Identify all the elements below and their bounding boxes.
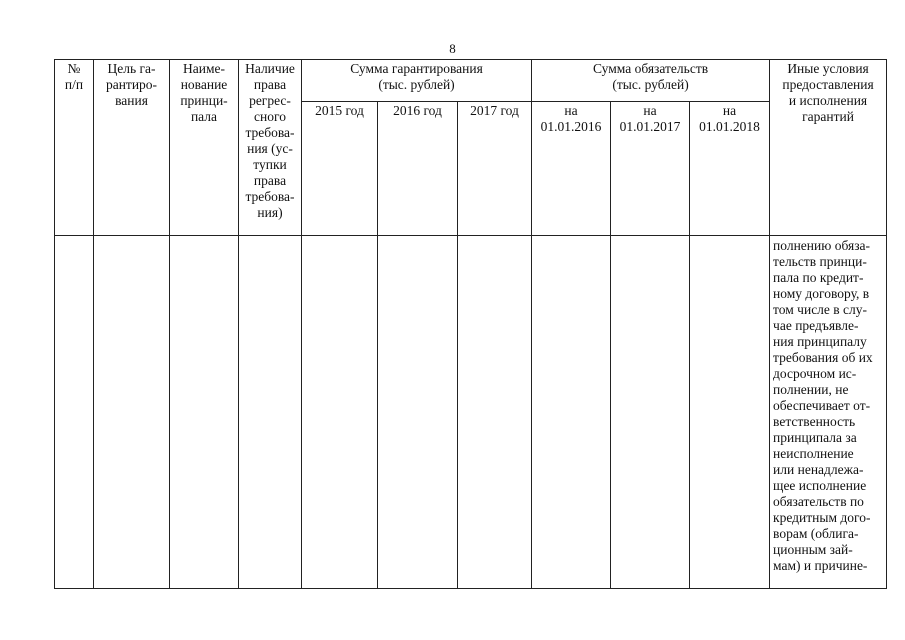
header-principal — [170, 60, 239, 236]
header-other-conditions — [770, 60, 887, 236]
page-number: 8 — [449, 41, 456, 56]
header-guarantee-sum — [302, 60, 532, 102]
header-date-2016 — [532, 102, 611, 236]
header-purpose — [94, 60, 170, 236]
header-purpose-text: Цель га- рантиро- вания — [105, 61, 158, 108]
other-conditions-text: полнению обяза- тельств принци- пала по кредит- ному договору, в том числе в слу- чае предъявле- ния принципалу требования об их досрочном ис- полнении, не обеспечивает от- ветственность принципала за неисполнение или ненадлежа- щее исполнение обязательств по кредитным дого- ворам (облига- ционным зай- мам) и причине- — [773, 238, 873, 573]
header-date-2018-text: на 01.01.2018 — [699, 103, 760, 134]
header-year-2016-text: 2016 год — [393, 103, 442, 118]
header-number — [55, 60, 94, 236]
cell-obl-2017 — [611, 236, 690, 589]
cell-number — [55, 236, 94, 589]
header-year-2015 — [302, 102, 378, 236]
cell-obl-2018 — [690, 236, 770, 589]
header-year-2016 — [378, 102, 458, 236]
table-row — [55, 236, 887, 589]
header-obligations-sum-text: Сумма обязательств (тыс. рублей) — [592, 61, 709, 92]
header-year-2015-text: 2015 год — [315, 103, 364, 118]
header-date-2017-text: на 01.01.2017 — [619, 103, 681, 134]
cell-2015 — [302, 236, 378, 589]
header-guarantee-sum-text: Сумма гарантирования (тыс. рублей) — [350, 61, 483, 92]
header-other-conditions-text: Иные условия предоставления и исполнения гарантий — [782, 61, 874, 124]
header-regress-text: Наличие права регрес- сного требова- ния (ус- тупки права требова- ния) — [245, 61, 295, 220]
header-regress — [239, 60, 302, 236]
cell-other-conditions — [770, 236, 887, 589]
cell-2017 — [458, 236, 532, 589]
cell-purpose — [94, 236, 170, 589]
header-obligations-sum — [532, 60, 770, 102]
cell-principal — [170, 236, 239, 589]
cell-obl-2016 — [532, 236, 611, 589]
header-principal-text: Наиме- нование принци- пала — [180, 61, 228, 124]
header-date-2017 — [611, 102, 690, 236]
header-year-2017-text: 2017 год — [470, 103, 519, 118]
guarantee-table — [54, 59, 887, 589]
header-date-2016-text: на 01.01.2016 — [540, 103, 602, 134]
header-number-text: № п/п — [64, 61, 84, 92]
header-date-2018 — [690, 102, 770, 236]
cell-2016 — [378, 236, 458, 589]
cell-regress — [239, 236, 302, 589]
header-year-2017 — [458, 102, 532, 236]
